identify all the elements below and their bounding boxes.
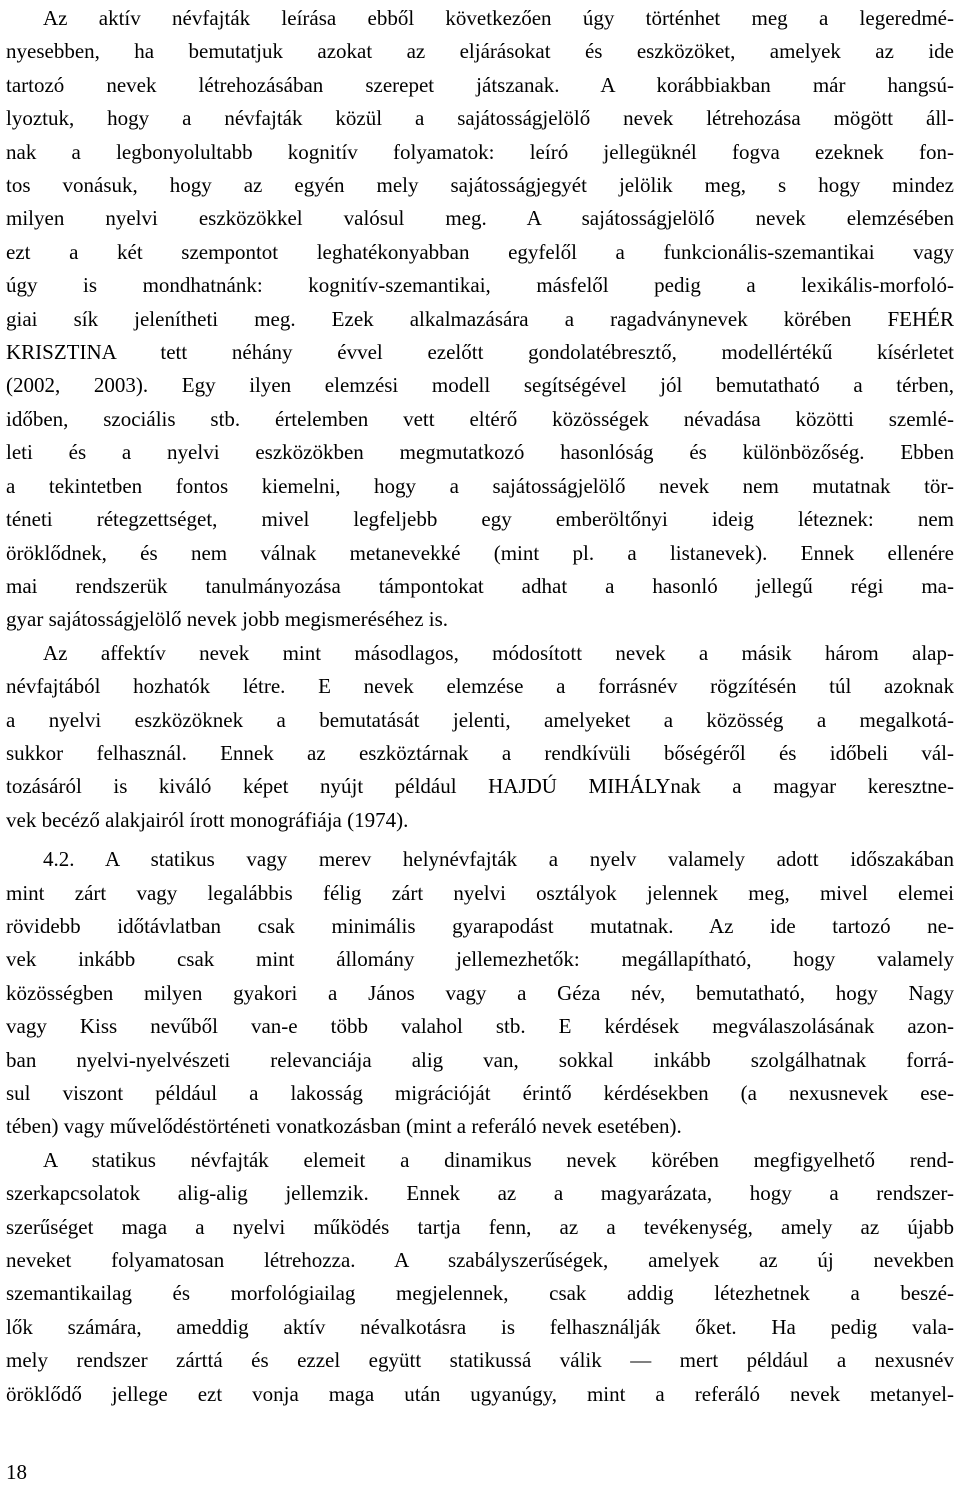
- text-line: lyoztuk, hogy a névfajták közül a sajátosságjelölő nevek létrehozása mögött áll-: [6, 106, 954, 131]
- text-line: tos vonásuk, hogy az egyén mely sajátosságjegyét jelölik meg, s hogy mindez: [6, 173, 954, 198]
- text-line: ezt a két szempontot leghatékonyabban egyfelől a funkcionális-szemantikai vagy: [6, 239, 954, 264]
- text-line: ban nyelvi-nyelvészeti relevanciája alig van, sokkal inkább szolgálhatnak forrá-: [6, 1047, 954, 1072]
- text-line: nyesebben, ha bemutatjuk azokat az eljárásokat és eszközöket, amelyek az ide: [6, 39, 954, 64]
- text-line: névfajtából hozhatók létre. E nevek elemzése a forrásnév rögzítésén túl azoknak: [6, 674, 954, 699]
- text-line: közösségben milyen gyakori a János vagy a Géza név, bemutatható, hogy Nagy: [6, 980, 954, 1005]
- page-number: 18: [6, 1460, 27, 1484]
- text-line: tozásáról is kiváló képet nyújt például HAJDÚ MIHÁLYnak a magyar keresztne-: [6, 774, 954, 799]
- text-line: szerkapcsolatok alig-alig jellemzik. Ennek az a magyarázata, hogy a rendszer-: [6, 1181, 954, 1206]
- text-line: öröklődő jellege ezt vonja maga után ugyanúgy, mint a referáló nevek metanyel-: [6, 1381, 954, 1406]
- text-line: neveket folyamatosan létrehozza. A szabályszerűségek, amelyek az új nevekben: [6, 1248, 954, 1273]
- text-line: tében) vagy művelődéstörténeti vonatkozásban (mint a referáló nevek esetében).: [6, 1114, 682, 1139]
- text-line: szerűséget maga a nyelvi működés tartja fenn, az a tevékenység, amely az újabb: [6, 1214, 954, 1239]
- text-line: mely rendszer zárttá és ezzel együtt statikussá válik — mert például a nexusnév: [6, 1348, 954, 1373]
- text-line: sul viszont például a lakosság migrációját érintő kérdésekben (a nexusnevek ese-: [6, 1081, 954, 1105]
- text-line: mint zárt vagy legalábbis félig zárt nyelvi osztályok jelennek meg, mivel elemei: [6, 880, 954, 905]
- text-line: rövidebb időtávlatban csak minimális gyarapodást mutatnak. Az ide tartozó ne-: [6, 913, 954, 938]
- text-line: gyar sajátosságjelölő nevek jobb megismeréséhez is.: [6, 607, 449, 632]
- text-line: A statikus névfajták elemeit a dinamikus nevek körében megfigyelhető rend-: [43, 1147, 954, 1172]
- text-line: vek inkább csak mint állomány jellemezhetők: megállapítható, hogy valamely: [6, 947, 954, 972]
- text-line: öröklődnek, és nem válnak metanevekké (mint pl. a listanevek). Ennek ellenére: [6, 540, 954, 565]
- text-line: leti és a nyelvi eszközökben megmutatkozó hasonlóság és különbözőség. Ebben: [6, 440, 954, 465]
- text-line: a tekintetben fontos kiemelni, hogy a sajátosságjelölő nevek nem mutatnak tör-: [6, 473, 954, 498]
- text-line: lők számára, ameddig aktív névalkotásra is felhasználják őket. Ha pedig vala-: [6, 1314, 954, 1339]
- text-line: sukkor felhasznál. Ennek az eszköztárnak a rendkívüli bőségéről és időbeli vál-: [6, 740, 954, 765]
- section-heading-line: 4.2. A statikus vagy merev helynévfajták a nyelv valamely adott időszakában: [43, 847, 954, 872]
- text-line: téneti rétegzettséget, mivel legfeljebb egy emberöltőnyi ideig léteznek: nem: [6, 507, 954, 532]
- text-line: vek becéző alakjairól írott monográfiája (1974).: [6, 807, 409, 832]
- text-line: időben, szociális stb. értelemben vett eltérő közösségek névadása közötti szemlé-: [6, 406, 954, 431]
- text-line: úgy is mondhatnánk: kognitív-szemantikai, másfelől pedig a lexikális-morfoló-: [6, 273, 954, 298]
- text-line: Az aktív névfajták leírása ebből következően úgy történhet meg a legeredmé-: [43, 6, 954, 30]
- text-line: tartozó nevek létrehozásában szerepet játszanak. A korábbiakban már hangsú-: [6, 72, 954, 97]
- text-line: szemantikailag és morfológiailag megjelennek, csak addig létezhetnek a beszé-: [6, 1281, 954, 1306]
- text-line: vagy Kiss nevűből van-e több valahol stb. E kérdések megválaszolásának azon-: [6, 1014, 954, 1039]
- text-line: mai rendszerük tanulmányozása támpontokat adhat a hasonló jellegű régi ma-: [6, 573, 954, 598]
- text-line: giai sík jelenítheti meg. Ezek alkalmazására a ragadványnevek körében FEHÉR: [6, 306, 954, 331]
- text-line: nak a legbonyolultabb kognitív folyamatok: leíró jellegüknél fogva ezeknek fon-: [6, 139, 954, 164]
- text-line: a nyelvi eszközöknek a bemutatását jelenti, amelyeket a közösség a megalkotá-: [6, 707, 954, 732]
- text-line: Az affektív nevek mint másodlagos, módosított nevek a másik három alap-: [43, 640, 954, 665]
- text-line: milyen nyelvi eszközökkel valósul meg. A sajátosságjelölő nevek elemzésében: [6, 206, 954, 231]
- text-line: KRISZTINA tett néhány évvel ezelőtt gondolatébresztő, modellértékű kísérletet: [6, 340, 954, 365]
- body-text: [6, 2, 954, 1411]
- text-line: (2002, 2003). Egy ilyen elemzési modell segítségével jól bemutatható a térben,: [6, 373, 954, 398]
